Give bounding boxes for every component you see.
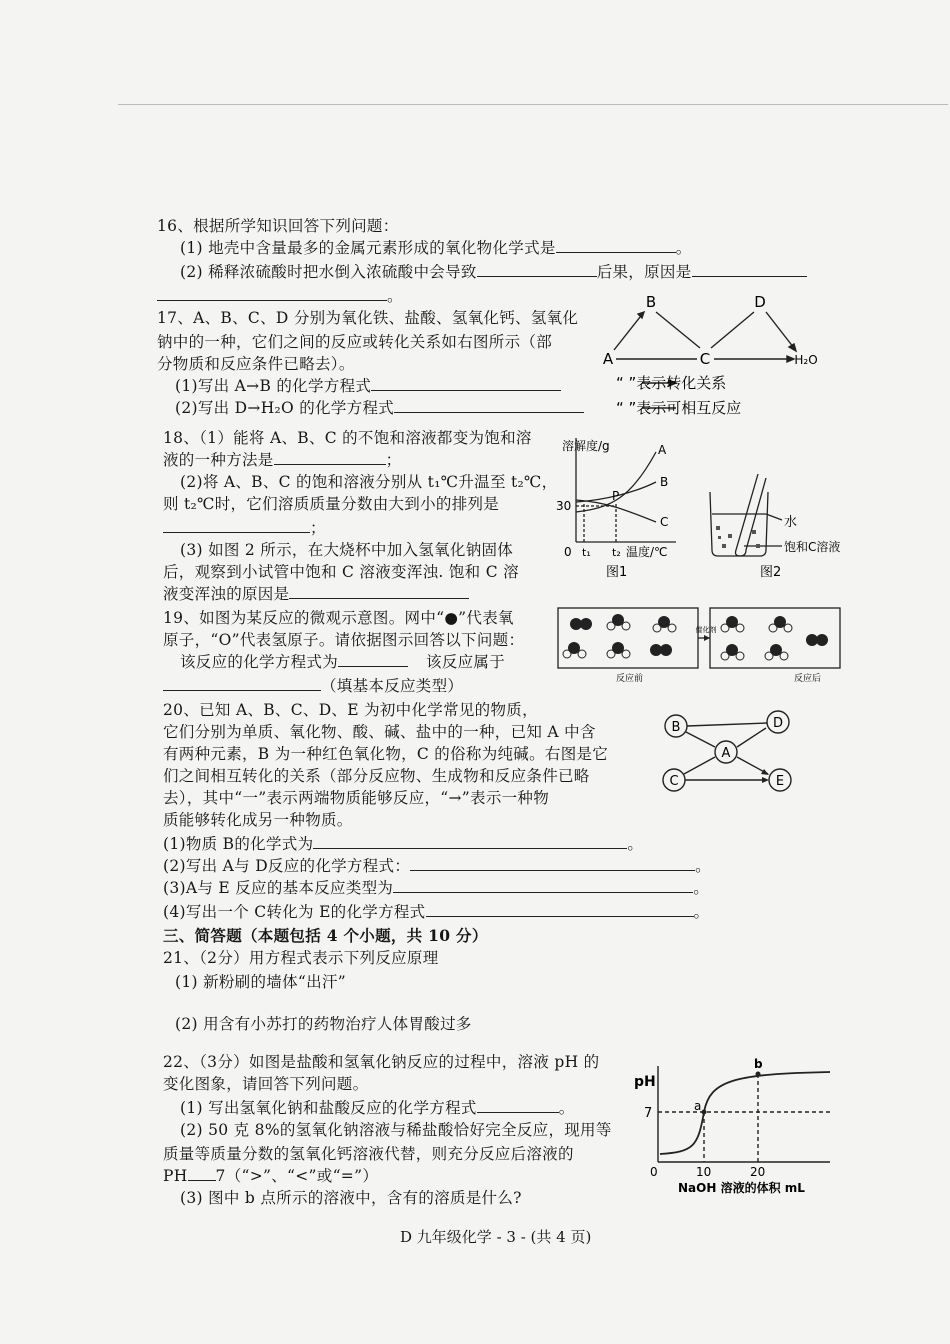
q19-answer1-blank[interactable]	[338, 652, 408, 667]
q20-line2: 它们分别为单质、氧化物、酸、碱、盐中的一种，已知 A 中含	[163, 723, 596, 741]
sol-label-a: A	[658, 443, 667, 457]
q18-line3: (2)将 A、B、C 的饱和溶液分别从 t₁℃升温至 t₂℃，	[180, 473, 558, 491]
q16-part1: (1) 地壳中含量最多的金属元素形成的氧化物化学式是 。	[180, 239, 692, 257]
q20-line1: 20、已知 A、B、C、D、E 为初中化学常见的物质，	[163, 701, 538, 719]
q20-line4: 们之间相互转化的关系（部分反应物、生成物和反应条件已略	[163, 767, 590, 785]
q18-line2: 液的一种方法是 ；	[163, 451, 402, 469]
ph-label-b: b	[754, 1057, 763, 1071]
q19-line2: 原子，“O”代表氢原子。请依据图示回答以下问题：	[163, 631, 525, 649]
reaction-before-box	[558, 608, 698, 668]
q20-answer4-blank[interactable]	[426, 902, 694, 917]
q17-line2: 钠中的一种，它们之间的反应或转化关系如右图所示（部	[157, 333, 553, 351]
water-pointer	[766, 514, 782, 520]
q17-answer1-blank[interactable]	[371, 376, 561, 391]
q17-node-h2o: H₂O	[794, 353, 818, 367]
sol-t2: t₂	[612, 546, 621, 559]
q18-line6: (3) 如图 2 所示，在大烧杯中加入氢氧化钠固体	[180, 541, 514, 559]
q16-part2-continued: 。	[157, 286, 403, 306]
q18-answer3-blank[interactable]	[289, 584, 469, 599]
q22-part3: (3) 图中 b 点所示的溶液中，含有的溶质是什么?	[180, 1189, 522, 1207]
q17-part2: (2)写出 D→H₂O 的化学方程式	[175, 398, 584, 418]
q17-arrow-a-b	[614, 312, 644, 350]
ph-tick-20: 20	[750, 1165, 766, 1179]
q22-part1: (1) 写出氢氧化钠和盐酸反应的化学方程式 。	[180, 1099, 575, 1117]
sol-ylabel: 溶解度/g	[562, 439, 610, 453]
q17-part1: (1)写出 A→B 的化学方程式	[175, 376, 561, 396]
q19-line3: 该反应的化学方程式为 该反应属于	[180, 653, 506, 671]
q17-line-d-c	[711, 312, 754, 348]
q19-answer2-blank[interactable]	[163, 676, 321, 691]
q21-part1: (1) 新粉刷的墙体“出汗”	[175, 973, 346, 991]
q17-relation-diagram	[594, 290, 824, 420]
q20-node-e: E	[775, 774, 785, 789]
q20-line-b-d	[687, 723, 767, 726]
beaker-solution-label: 饱和C溶液	[784, 540, 841, 554]
beaker-water-label: 水	[784, 515, 798, 530]
molecules-before	[563, 614, 676, 658]
q17-node-b: B	[645, 293, 657, 311]
q17-answer2-blank[interactable]	[394, 398, 584, 413]
q22-answer2-blank[interactable]	[188, 1166, 216, 1181]
q20-relation-diagram	[656, 704, 796, 824]
q20-line3: 有两种元素，B 为一种红色氧化物，C 的俗称为纯碱。右图是它	[163, 745, 609, 763]
q20-answer3-blank[interactable]	[393, 878, 693, 893]
q16-answer2a-blank[interactable]	[477, 262, 597, 277]
q22-part2b: 质量等质量分数的氢氧化钙溶液代替，则充分反应后溶液的	[163, 1145, 574, 1163]
q20-node-a: A	[721, 746, 731, 761]
beaker-figure	[700, 470, 880, 582]
q22-part2c: PH 7（“>”、“<”或“=”）	[163, 1167, 379, 1185]
sol-curve-a	[576, 452, 656, 512]
section3-heading: 三、简答题（本题包括 4 个小题，共 10 分）	[163, 926, 488, 945]
q17-legend-transform: “ ”表示转化关系	[616, 374, 727, 392]
q20-node-d: D	[772, 716, 784, 731]
q16-answer2c-blank[interactable]	[157, 286, 387, 301]
page-rule	[118, 104, 948, 105]
molecules-after	[721, 616, 828, 660]
reaction-before-label: 反应前	[616, 674, 644, 684]
solubility-chart	[556, 430, 696, 580]
sol-label-p: P	[612, 489, 620, 503]
q17-line-b-c	[656, 312, 700, 348]
q18-line7: 后，观察到小试管中饱和 C 溶液变浑浊. 饱和 C 溶	[163, 563, 519, 581]
q17-arrow-d-h2o	[766, 312, 794, 348]
q17-arrowhead-c-h2o	[787, 356, 794, 362]
sol-label-c: C	[660, 515, 669, 529]
reaction-catalyst-label: 催化剂	[695, 626, 717, 634]
ph-point-b	[756, 1072, 761, 1077]
q20-part4: (4)写出一个 C转化为 E的化学方程式 。	[163, 903, 710, 921]
page-footer: D 九年级化学 - 3 - (共 4 页)	[400, 1228, 592, 1246]
q18-answer1-blank[interactable]	[274, 450, 386, 465]
ph-curve	[660, 1072, 830, 1154]
q17-node-c: C	[699, 350, 711, 368]
ph-titration-graph	[634, 1050, 834, 1196]
q18-line1: 18、（1）能将 A、B、C 的不饱和溶液都变为饱和溶	[163, 429, 532, 447]
reaction-after-label: 反应后	[794, 674, 822, 684]
sol-t1: t₁	[582, 546, 591, 559]
q19-line4: （填基本反应类型）	[163, 676, 463, 696]
q18-line5: ；	[163, 518, 326, 538]
q22-line1: 22、（3分）如图是盐酸和氢氧化钠反应的过程中，溶液 pH 的	[163, 1053, 600, 1071]
q17-line3: 分物质和反应条件已略去）。	[157, 355, 355, 373]
q20-part3: (3)A与 E 反应的基本反应类型为 。	[163, 879, 710, 897]
q20-part1: (1)物质 B的化学式为 。	[163, 835, 644, 853]
q18-line8: 液变浑浊的原因是	[163, 584, 469, 604]
q22-part2a: (2) 50 克 8%的氢氧化钠溶液与稀盐酸恰好完全反应，现用等	[180, 1121, 612, 1139]
ph-label-a: a	[694, 1099, 702, 1113]
ph-tick-7: 7	[644, 1106, 653, 1121]
q20-node-b: B	[671, 720, 681, 735]
q18-answer2-blank[interactable]	[163, 518, 310, 533]
sol-origin: 0	[564, 545, 572, 559]
q20-answer2-blank[interactable]	[410, 856, 695, 871]
ph-tick-10: 10	[696, 1165, 712, 1179]
q20-line6: 质能够转化成另一种物质。	[163, 811, 353, 829]
q16-answer1-blank[interactable]	[556, 238, 676, 253]
sol-tick-30: 30	[556, 499, 572, 513]
q22-line2: 变化图象，请回答下列问题。	[163, 1075, 369, 1093]
q16-answer2b-blank[interactable]	[692, 262, 807, 277]
sol-xlabel: 温度/℃	[626, 545, 668, 559]
q16-heading: 16、根据所学知识回答下列问题：	[157, 217, 399, 235]
q17-arrowhead-d-h2o	[789, 344, 796, 351]
q20-node-c: C	[669, 774, 679, 789]
ph-ylabel: pH	[634, 1074, 656, 1090]
q17-legend-react: “ ”表示可相互反应	[616, 399, 742, 417]
q20-line5: 去），其中“一”表示两端物质能够反应，“→”表示一种物	[163, 789, 550, 807]
q17-node-d: D	[754, 293, 766, 311]
q17-line1: 17、A、B、C、D 分别为氧化铁、盐酸、氢氧化钙、氢氧化	[157, 309, 579, 327]
q22-answer1-blank[interactable]	[477, 1098, 559, 1113]
q20-line-b-a	[686, 732, 715, 747]
q17-arrowhead-a-b	[638, 312, 644, 318]
micro-reaction-diagram	[556, 604, 846, 684]
ph-origin: 0	[650, 1165, 658, 1179]
q18-line4: 则 t₂℃时，它们溶质质量分数由大到小的排列是	[163, 495, 500, 513]
q20-answer1-blank[interactable]	[313, 834, 627, 849]
test-tube	[736, 474, 767, 556]
q20-line-c-a	[684, 757, 715, 774]
q21-part2: (2) 用含有小苏打的药物治疗人体胃酸过多	[175, 1015, 472, 1033]
fig1-caption: 图1	[606, 565, 628, 580]
sol-label-b: B	[660, 475, 669, 489]
ph-xlabel: NaOH 溶液的体积 mL	[678, 1181, 805, 1195]
q20-line-d-a	[737, 728, 766, 747]
q16-part2: (2) 稀释浓硫酸时把水倒入浓硫酸中会导致 后果，原因是	[180, 262, 807, 282]
q20-part2: (2)写出 A与 D反应的化学方程式： 。	[163, 857, 711, 875]
q21-line1: 21、（2分）用方程式表示下列反应原理	[163, 949, 439, 967]
ph-point-a	[702, 1110, 707, 1115]
q17-node-a: A	[602, 350, 614, 368]
q19-line1: 19、如图为某反应的微观示意图。网中“●”代表氧	[163, 609, 514, 627]
fig2-caption: 图2	[760, 565, 782, 580]
